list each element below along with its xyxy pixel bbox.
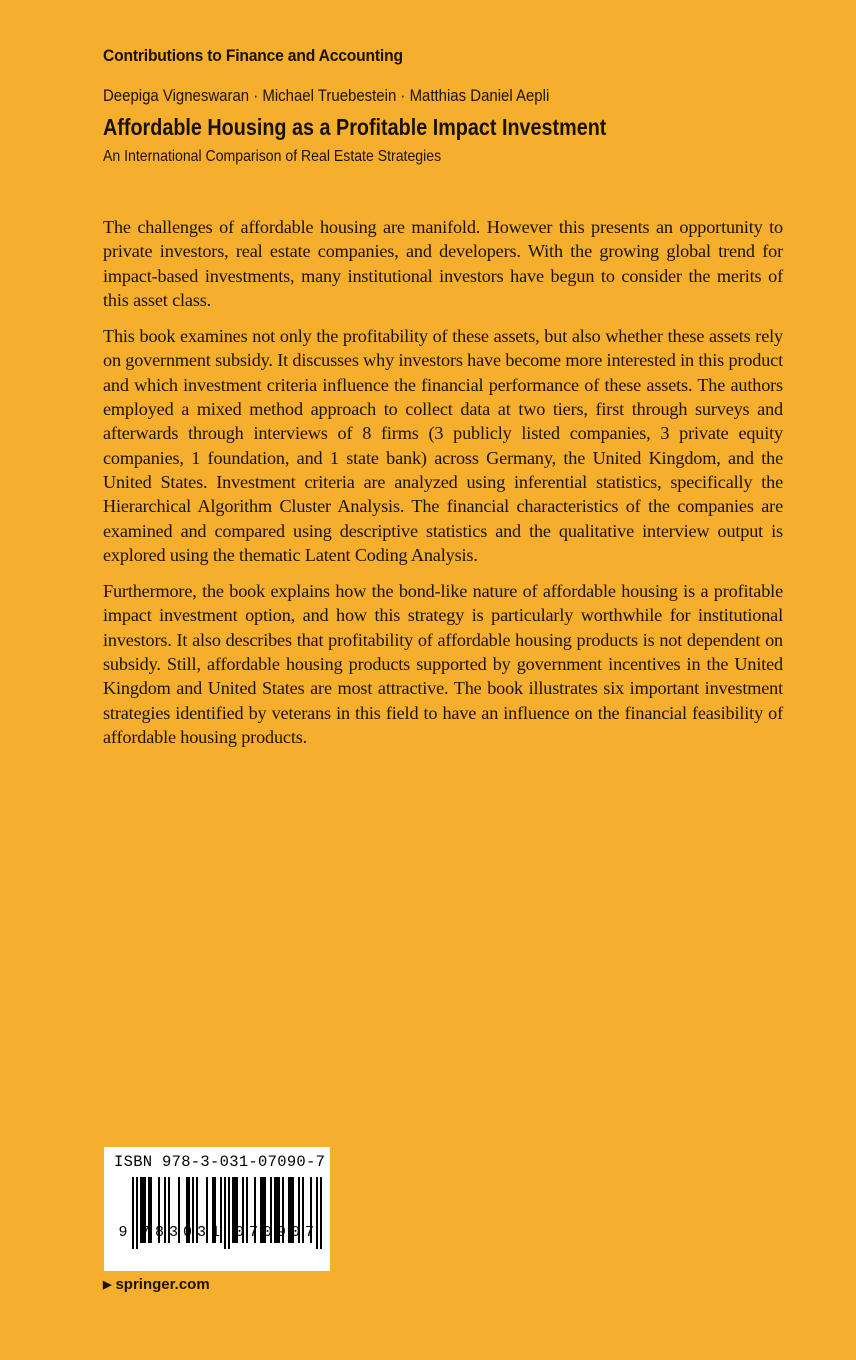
barcode-digit: 9 [118,1224,128,1241]
barcode-digit: 7 [304,1224,314,1241]
isbn-label: ISBN 978-3-031-07090-7 [114,1153,326,1171]
barcode-digit: 0 [290,1224,300,1241]
book-subtitle: An International Comparison of Real Estate Strategies [103,148,442,165]
barcode-digit: 1 [210,1224,220,1241]
publisher-link[interactable] [103,1276,210,1293]
blurb-paragraph: The challenges of affordable housing are manifold. However this presents an opportunity to private investors, real estate companies, and developers. With the growing global trend for impact-based investments, many institutional investors have begun to consider the merits of this asset class. [103,217,783,310]
barcode-digit: 0 [262,1224,272,1241]
blurb [103,215,783,761]
barcode-digit: 0 [234,1224,244,1241]
barcode-bar [320,1177,322,1249]
series-title: Contributions to Finance and Accounting [103,46,403,65]
barcode-bar [224,1177,226,1249]
barcode-digit: 3 [168,1224,178,1241]
triangle-right-icon: ▶ [103,1279,112,1291]
barcode-icon [104,1175,330,1271]
barcode-digit: 7 [248,1224,258,1241]
barcode-digit: 7 [140,1224,150,1241]
isbn-barcode-box [104,1147,330,1271]
barcode-digit: 0 [182,1224,192,1241]
barcode-bar [132,1177,134,1249]
barcode-digit: 9 [276,1224,286,1241]
blurb-paragraph: This book examines not only the profitability of these assets, but also whether these assets rely on government subsidy. It discusses why investors have become more interested in this product and which investment criteria influence the financial performance of these assets. The authors employed a mixed method approach to collect data at two tiers, first through surveys and afterwards through interviews of 8 firms (3 publicly listed companies, 3 private equity companies, 1 foundation, and 1 state bank) across Germany, the United Kingdom, and the United States. Investment criteria are analyzed using inferential statistics, specifically the Hierarchical Algorithm Cluster Analysis. The financial characteristics of the companies are examined and compared using descriptive statistics and the qualitative interview output is explored using the thematic Latent Coding Analysis. [103,326,783,565]
barcode-digit: 3 [196,1224,206,1241]
barcode-digit: 8 [154,1224,164,1241]
publisher-url: springer.com [115,1276,210,1293]
book-title: Affordable Housing as a Profitable Impact Investment [103,114,607,140]
barcode-bar [228,1177,230,1249]
blurb-paragraph: Furthermore, the book explains how the bond-like nature of affordable housing is a profitable impact investment option, and how this strategy is particularly worthwhile for institutional investors. It also describes that profitability of affordable housing products is not dependent on subsidy. Still, affordable housing products supported by government incentives in the United Kingdom and United States are most attractive. The book illustrates six important investment strategies identified by veterans in this field to have an influence on the financial feasibility of affordable housing products. [103,581,783,747]
authors: Deepiga Vigneswaran · Michael Truebestein · Matthias Daniel Aepli [103,86,550,105]
